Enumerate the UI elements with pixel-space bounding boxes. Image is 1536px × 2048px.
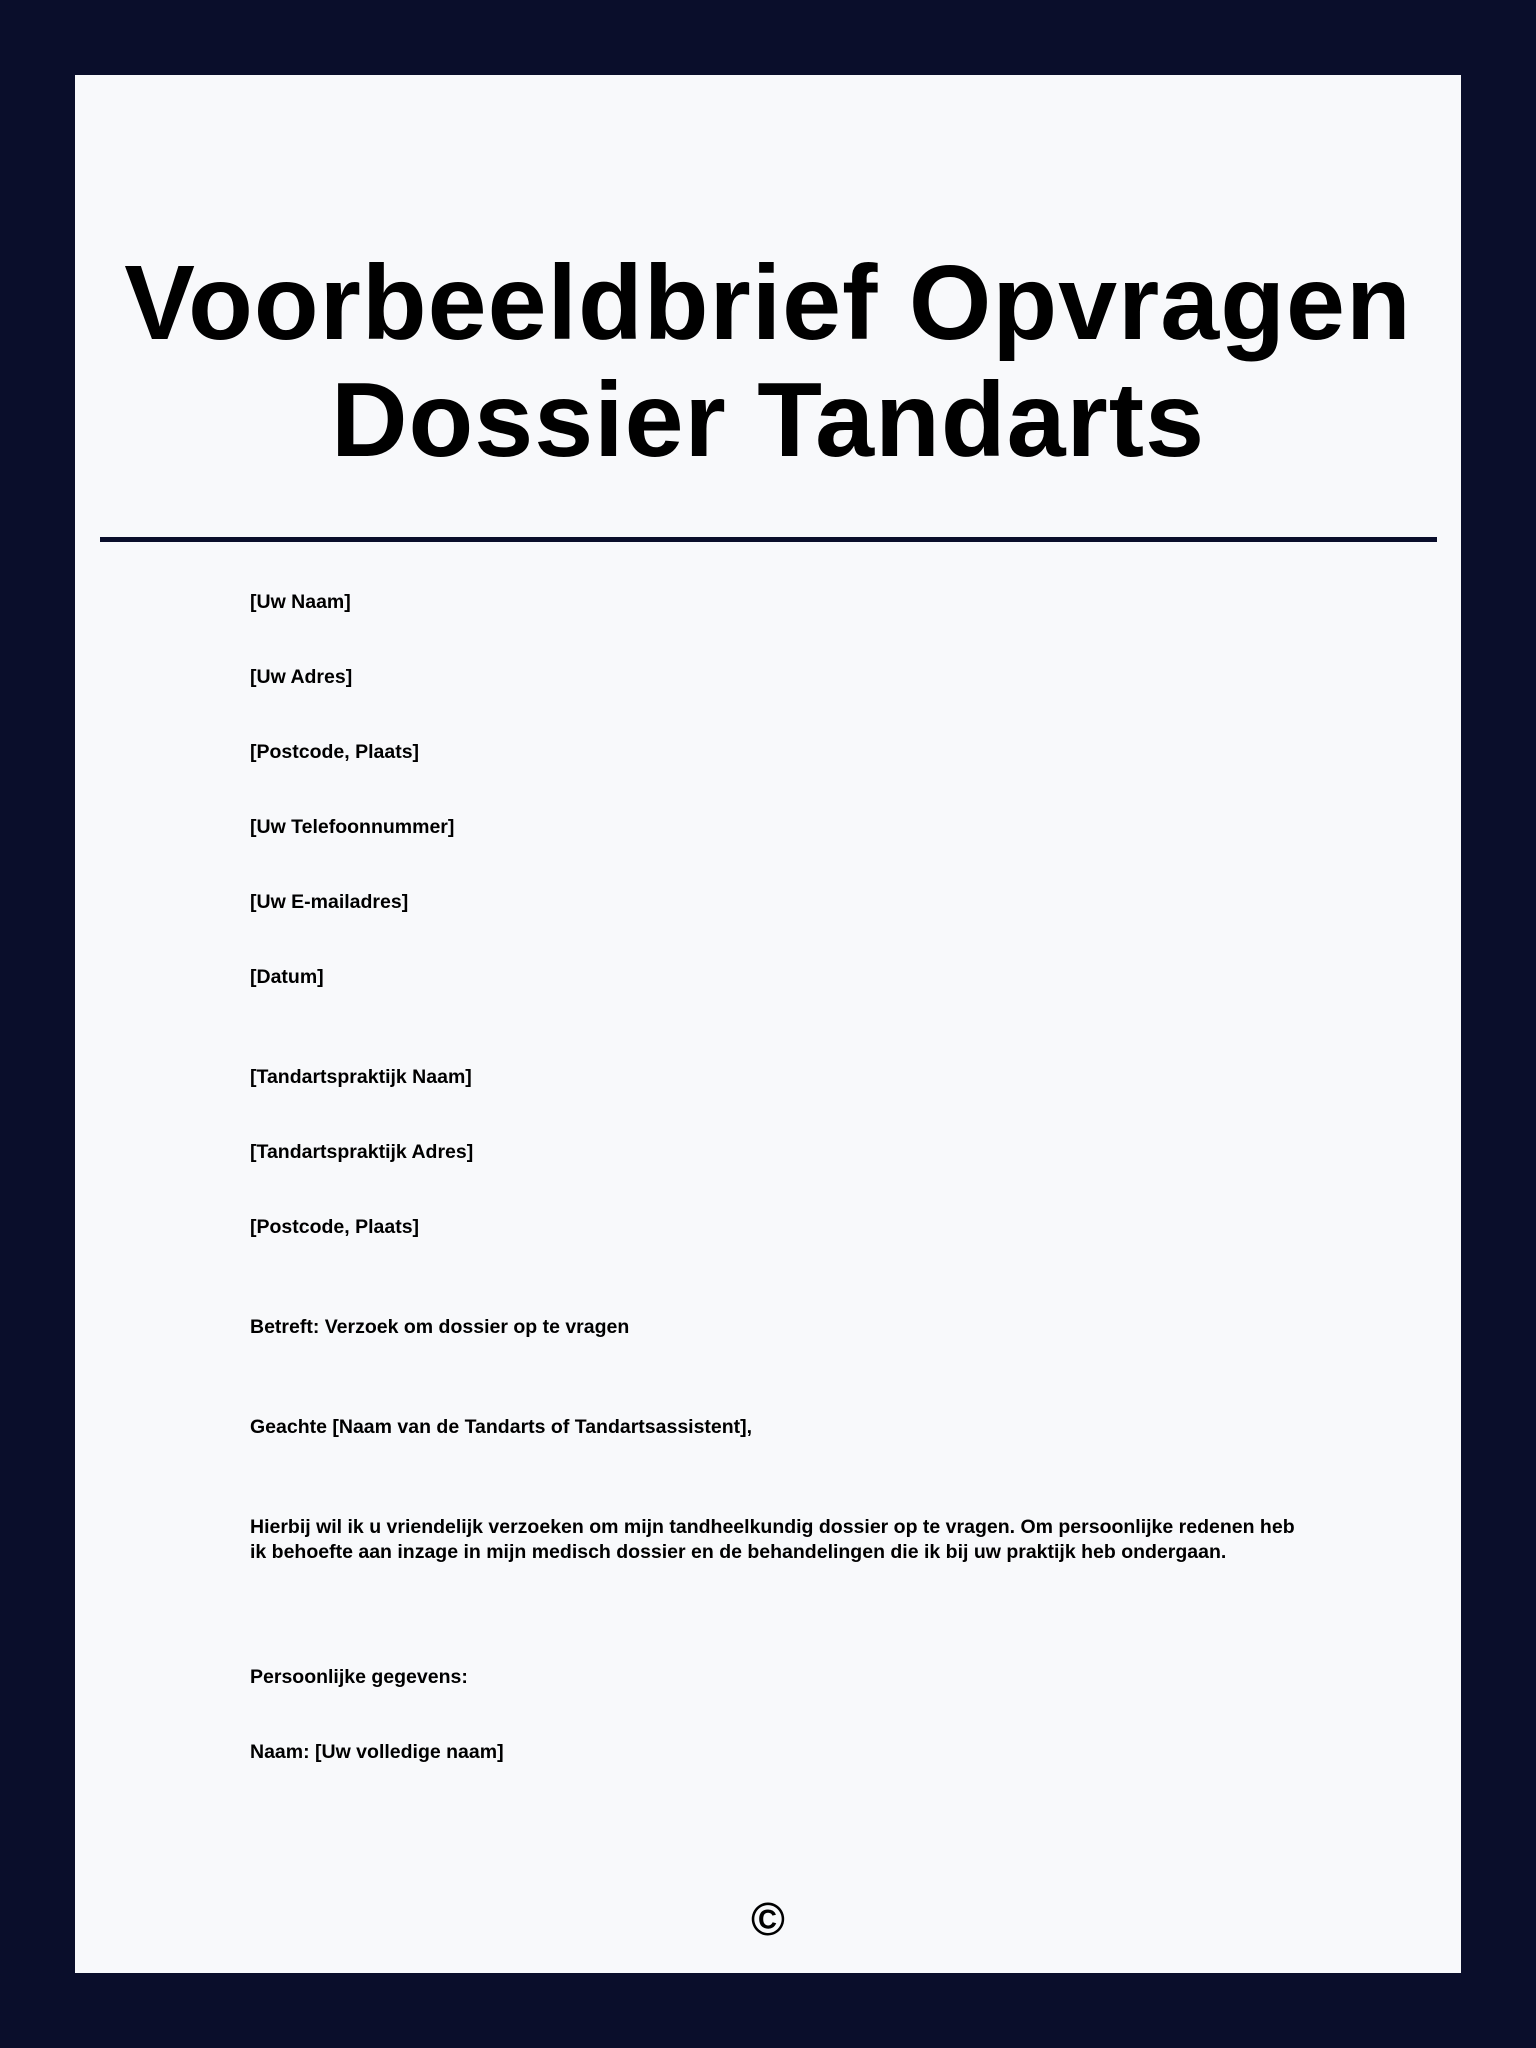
sender-email: [Uw E-mailadres] bbox=[250, 891, 409, 913]
recipient-practice-name: [Tandartspraktijk Naam] bbox=[250, 1066, 472, 1088]
letter-salutation: Geachte [Naam van de Tandarts of Tandartsassistent], bbox=[250, 1416, 753, 1438]
letter-body: Hierbij wil ik u vriendelijk verzoeken om mijn tandheelkundig dossier op te vragen. Om persoonlijke redenen heb ik behoefte aan inzage in mijn medisch dossier en de behandelingen die ik bij uw praktijk heb ondergaan. bbox=[250, 1516, 1295, 1563]
sender-name: [Uw Naam] bbox=[250, 591, 351, 613]
copyright-symbol: © bbox=[751, 1893, 785, 1945]
document-page bbox=[75, 75, 1461, 1973]
title-divider bbox=[100, 537, 1437, 542]
sender-phone: [Uw Telefoonnummer] bbox=[250, 816, 455, 838]
recipient-postal-city: [Postcode, Plaats] bbox=[250, 1216, 420, 1238]
document-title: Voorbeeldbrief Opvragen Dossier Tandarts bbox=[124, 244, 1412, 479]
sender-address: [Uw Adres] bbox=[250, 666, 353, 688]
letter-subject: Betreft: Verzoek om dossier op te vragen bbox=[250, 1316, 630, 1338]
letter-date: [Datum] bbox=[250, 966, 324, 988]
sender-postal-city: [Postcode, Plaats] bbox=[250, 741, 420, 763]
personal-details-heading: Persoonlijke gegevens: bbox=[250, 1666, 468, 1688]
name-field: Naam: [Uw volledige naam] bbox=[250, 1741, 504, 1763]
recipient-practice-address: [Tandartspraktijk Adres] bbox=[250, 1141, 474, 1163]
